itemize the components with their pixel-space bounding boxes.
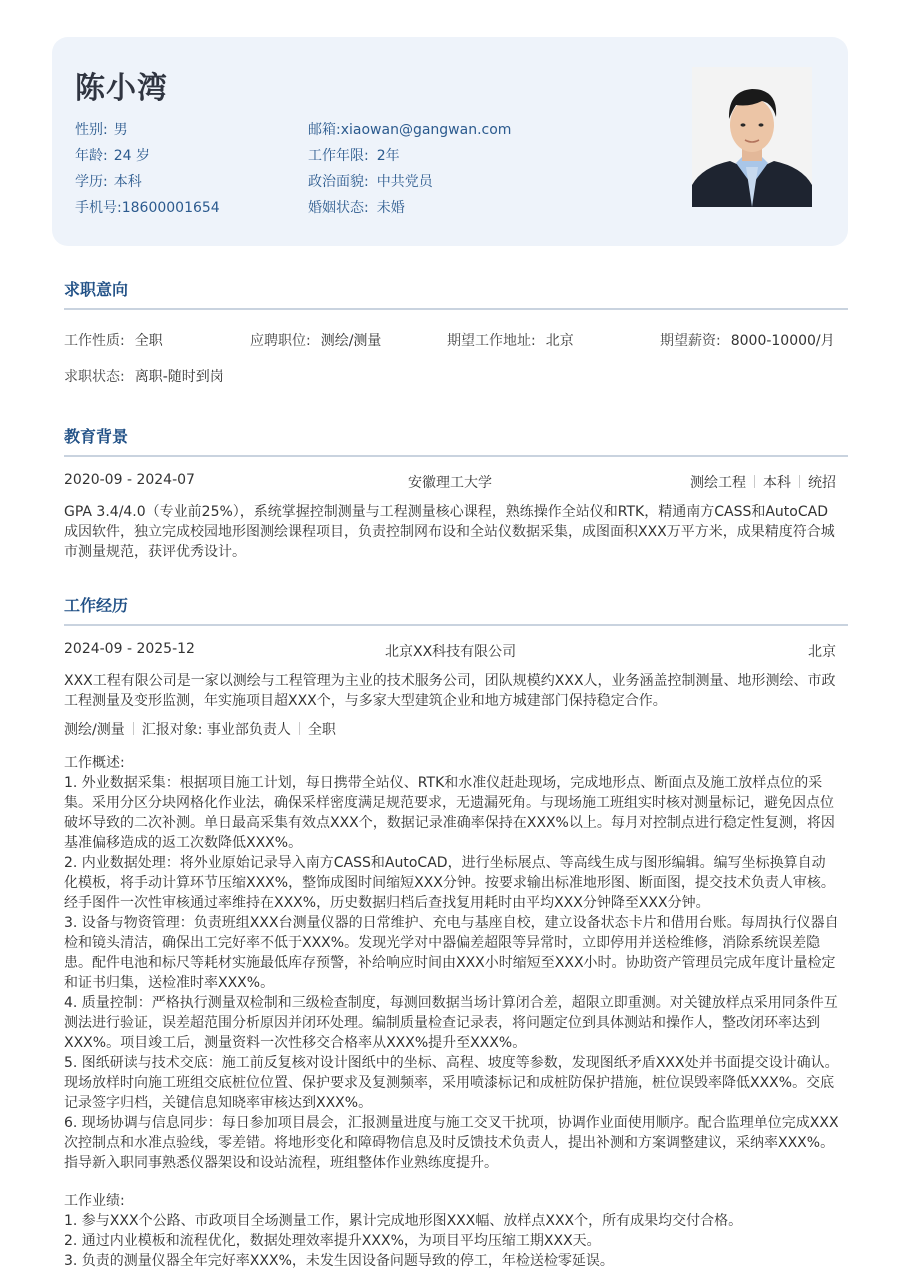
education-period: 2020-09 - 2024-07 [64,472,195,488]
work-overview [64,753,839,1173]
overview-item: 1. 外业数据采集：根据项目施工计划，每日携带全站仪、RTK和水准仪赶赴现场，完成地形点、断面点及施工放样点位的采集。采用分区分块网格化作业法，确保采样密度满足规范要求，无遗漏死角。与现场施工班组实时核对测量标记，避免因点位破坏导致的二次补测。单日最高采集有效点XXX个，数据记录准确率保持在XXX%以上。每月对控制点进行稳定性复测，将因基准偏移造成的返工次数降低XXX%。 [64,775,835,851]
candidate-name: 陈小湾 [75,71,168,106]
overview-title: 工作概述: [64,755,125,771]
education-value: 本科 [113,174,142,190]
job-status: 求职状态: 离职-随时到岗 [64,369,224,385]
work-achievements [64,1191,839,1271]
gender-row: 性别: 男 [75,122,128,138]
phone-row: 手机号:18600001654 [75,200,220,216]
job-salary: 期望薪资: 8000-10000/月 [660,333,835,349]
education-description: GPA 3.4/4.0（专业前25%），系统掌握控制测量与工程测量核心课程，熟练操作全站仪和RTK，精通南方CASS和AutoCAD成因软件，独立完成校园地形图测绘课程项目，负责控制网布设和全站仪数据采集，成图面积XXX万平方米，成果精度符合城市测量规范，获评优秀设计。 [64,504,835,560]
years-row: 工作年限: 2年 [308,148,400,164]
portrait-image [692,67,812,207]
achievement-item: 2. 通过内业模板和流程优化，数据处理效率提升XXX%，为项目平均压缩工期XXX天。 [64,1233,601,1249]
job-position: 应聘职位: 测绘/测量 [250,333,382,349]
separator [133,722,134,735]
basic-info-right [308,120,511,224]
overview-item: 4. 质量控制：严格执行测量双检制和三级检查制度，每测回数据当场计算闭合差，超限立即重测。对关键放样点采用同条件互测法进行验证，误差超范围分析原因并闭环处理。编制质量检查记录表，将问题定位到具体测站和操作人，整改闭环率达到XXX%。项目竣工后，测量资料一次性移交合格率从XXX%提升至XXX%。 [64,995,838,1051]
work-meta: 测绘/测量 汇报对象: 事业部负责人 全职 [64,722,336,738]
overview-item: 2. 内业数据处理：将外业原始记录导入南方CASS和AutoCAD，进行坐标展点、等高线生成与图形编辑。编写坐标换算自动化模板，将手动计算环节压缩XXX%，整饰成图时间缩短XXX分钟。按要求输出标准地形图、断面图，提交技术负责人审核。经手图件一次性审核通过率维持在XXX%，历史数据归档后查找复用耗时由平均XXX分钟降至XXX分钟。 [64,855,835,911]
section-divider [64,624,848,626]
overview-item: 3. 设备与物资管理：负责班组XXX台测量仪器的日常维护、充电与基座自校，建立设备状态卡片和借用台账。每周执行仪器自检和镜头清洁，确保出工完好率不低于XXX%。发现光学对中器偏差超限等异常时，立即停用并送检维修，消除系统误差隐患。配件电池和标尺等耗材实施最低库存预警，补给响应时间由XXX小时缩短至XXX小时。协助资产管理员完成年度计量检定和证书归集，送检准时率XXX%。 [64,915,839,991]
separator [754,475,755,488]
section-title-intent: 求职意向 [64,280,129,299]
basic-info-left [75,120,220,224]
education-row: 学历: 本科 [75,174,142,190]
achievement-item: 1. 参与XXX个公路、市政项目全场测量工作，累计完成地形图XXX幅、放样点XXX个，所有成果均交付合格。 [64,1213,743,1229]
avatar [692,67,812,207]
marital-value: 未婚 [376,200,405,216]
email-row: 邮箱:xiaowan@gangwan.com [308,122,512,138]
marital-row: 婚姻状态: 未婚 [308,200,405,216]
profile-card [52,37,848,246]
company-description: XXX工程有限公司是一家以测绘与工程管理为主业的技术服务公司，团队规模约XXX人，业务涵盖控制测量、地形测绘、市政工程测量及变形监测，年实施项目超XXX个，与多家大型建筑企业和地方城建部门保持稳定合作。 [64,673,836,709]
job-location: 期望工作地址: 北京 [447,333,574,349]
education-school: 安徽理工大学 [408,475,492,491]
section-divider [64,308,848,310]
section-title-work: 工作经历 [64,596,129,615]
education-meta: 测绘工程 本科 统招 [690,475,836,491]
job-type: 工作性质: 全职 [64,333,163,349]
work-period: 2024-09 - 2025-12 [64,641,195,657]
email-value: xiaowan@gangwan.com [340,122,512,138]
age-row: 年龄: 24 岁 [75,148,150,164]
section-title-education: 教育背景 [64,427,129,446]
gender-value: 男 [113,122,128,138]
age-value: 24 岁 [113,148,150,164]
section-divider [64,455,848,457]
politics-row: 政治面貌: 中共党员 [308,174,433,190]
overview-item: 6. 现场协调与信息同步：每日参加项目晨会，汇报测量进度与施工交叉干扰项，协调作业面使用顺序。配合监理单位完成XXX次控制点和水准点验线，零差错。将地形变化和障碍物信息及时反馈技术负责人，提出补测和方案调整建议，采纳率XXX%。指导新入职同事熟悉仪器架设和设站流程，班组整体作业熟练度提升。 [64,1115,839,1171]
phone-value: 18600001654 [121,200,220,216]
separator [299,722,300,735]
separator [799,475,800,488]
overview-item: 5. 图纸研读与技术交底：施工前反复核对设计图纸中的坐标、高程、坡度等参数，发现图纸矛盾XXX处并书面提交设计确认。现场放样时向施工班组交底桩位位置、保护要求及复测频率，采用喷漆标记和成桩防保护措施，桩位误毁率降低XXX%。交底记录签字归档，关键信息知晓率审核达到XXX%。 [64,1055,839,1111]
years-value: 2年 [376,148,400,164]
politics-value: 中共党员 [376,174,433,190]
work-city: 北京 [808,644,836,660]
work-company: 北京XX科技有限公司 [385,644,517,660]
achievement-item: 3. 负责的测量仪器全年完好率XXX%，未发生因设备问题导致的停工，年检送检零延误。 [64,1253,614,1269]
achievements-title: 工作业绩: [64,1193,125,1209]
